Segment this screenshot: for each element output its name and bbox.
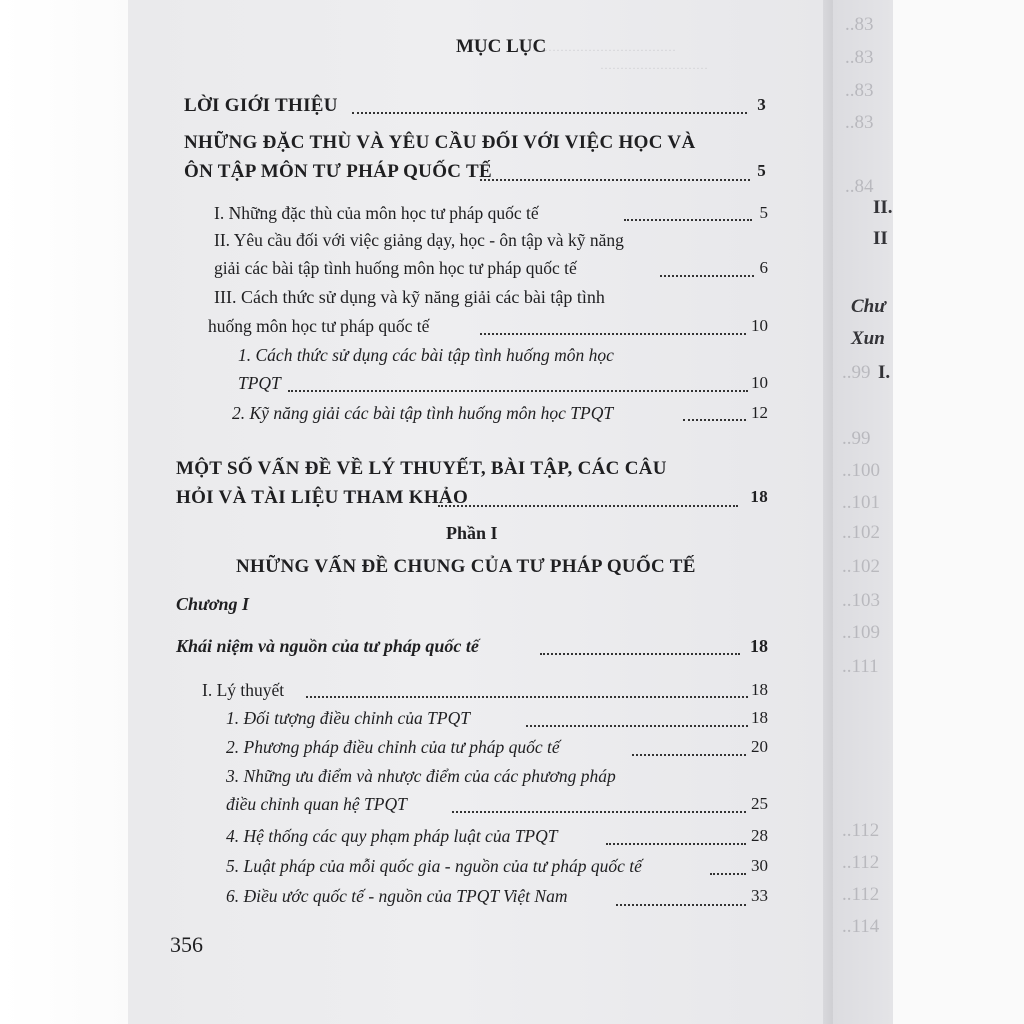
toc-entry-title: 1. Đối tượng điều chỉnh của TPQT (226, 708, 470, 728)
toc-entry-title-cont: điều chỉnh quan hệ TPQT (226, 794, 407, 814)
toc-leader-dots (452, 811, 746, 813)
toc-leader-dots (306, 696, 748, 698)
show-through-text: ……………………… (600, 58, 708, 72)
toc-entry-page: 5 (759, 203, 768, 222)
toc-entry-page: 10 (751, 316, 768, 335)
toc-leader-dots (616, 904, 746, 906)
facing-page-number: ..102 (842, 522, 880, 543)
toc-leader-dots (480, 333, 746, 335)
toc-entry-title-cont: TPQT (238, 373, 281, 393)
book-gutter (823, 0, 833, 1024)
facing-page-number: ..112 (842, 820, 880, 841)
toc-entry-page: 6 (759, 258, 768, 277)
toc-entry-page: 3 (757, 95, 766, 114)
toc-leader-dots (660, 275, 754, 277)
toc-leader-dots (526, 725, 748, 727)
chapter-label: Chương I (176, 594, 249, 614)
page-title: MỤC LỤC (456, 36, 547, 57)
toc-entry-title: 1. Cách thức sử dụng các bài tập tình huống môn học (238, 345, 614, 365)
toc-leader-dots (606, 843, 746, 845)
right-background (893, 0, 1024, 1024)
toc-entry-page: 18 (751, 680, 768, 699)
toc-entry-page: 18 (751, 708, 768, 727)
toc-entry-page: 30 (751, 856, 768, 875)
facing-page-number: ..84 (845, 176, 874, 197)
facing-page-number: ..83 (845, 80, 874, 101)
toc-entry-title: 2. Phương pháp điều chỉnh của tư pháp quốc tế (226, 737, 560, 757)
facing-page-number: ..112 (842, 884, 880, 905)
facing-page-number: ..112 (842, 852, 880, 873)
facing-page-number: ..100 (842, 460, 880, 481)
toc-entry-title: 4. Hệ thống các quy phạm pháp luật của TPQT (226, 826, 558, 846)
toc-leader-dots (683, 419, 746, 421)
facing-page-number: ..83 (845, 14, 874, 35)
facing-page-number: ..109 (842, 622, 880, 643)
show-through-text: ………………………………… (520, 40, 676, 54)
toc-entry-title: 3. Những ưu điểm và nhược điểm của các phương pháp (226, 766, 616, 786)
toc-leader-dots (438, 505, 738, 507)
toc-leader-dots (480, 179, 750, 181)
toc-entry-title: III. Cách thức sử dụng và kỹ năng giải các bài tập tình (214, 287, 605, 307)
toc-entry-title-cont: HỎI VÀ TÀI LIỆU THAM KHẢO (176, 487, 469, 508)
toc-leader-dots (710, 873, 746, 875)
facing-page-number: ..99 (842, 428, 871, 449)
toc-entry-title: 5. Luật pháp của mỗi quốc gia - nguồn của tư pháp quốc tế (226, 856, 642, 876)
facing-page-number: ..83 (845, 47, 874, 68)
toc-entry-page: 33 (751, 886, 768, 905)
toc-entry-title-cont: ÔN TẬP MÔN TƯ PHÁP QUỐC TẾ (184, 161, 492, 182)
toc-entry-title-cont: giải các bài tập tình huống môn học tư pháp quốc tế (214, 258, 577, 278)
toc-leader-dots (624, 219, 752, 221)
facing-page-number: ..103 (842, 590, 880, 611)
toc-entry-title: NHỮNG ĐẶC THÙ VÀ YÊU CẦU ĐỐI VỚI VIỆC HỌC VÀ (184, 132, 696, 153)
facing-page-chapter: Chư (851, 296, 886, 317)
toc-entry-page: 25 (751, 794, 768, 813)
toc-entry-title: 2. Kỹ năng giải các bài tập tình huống môn học TPQT (232, 403, 614, 423)
toc-entry-page: 18 (750, 487, 768, 506)
toc-entry-title: Khái niệm và nguồn của tư pháp quốc tế (176, 636, 479, 656)
toc-entry-page: 5 (757, 161, 766, 180)
toc-leader-dots (632, 754, 746, 756)
toc-entry-page: 28 (751, 826, 768, 845)
toc-entry-page: 20 (751, 737, 768, 756)
part-title: NHỮNG VẤN ĐỀ CHUNG CỦA TƯ PHÁP QUỐC TẾ (236, 556, 696, 577)
toc-entry-page: 18 (750, 636, 768, 656)
facing-page-roman: I. (878, 362, 891, 383)
toc-entry-title: I. Lý thuyết (202, 680, 285, 700)
page-number: 356 (170, 932, 203, 957)
toc-entry-title: MỘT SỐ VẤN ĐỀ VỀ LÝ THUYẾT, BÀI TẬP, CÁC CÂU (176, 458, 667, 479)
facing-page-number: ..101 (842, 492, 880, 513)
toc-entry-title: I. Những đặc thù của môn học tư pháp quốc tế (214, 203, 539, 223)
facing-page-roman: II (873, 228, 888, 249)
toc-entry-page: 10 (751, 373, 768, 392)
facing-page-chapter-title: Xun (851, 328, 885, 349)
facing-page-number: ..83 (845, 112, 874, 133)
toc-entry-page: 12 (751, 403, 768, 422)
toc-entry-title: 6. Điều ước quốc tế - nguồn của TPQT Việt Nam (226, 886, 568, 906)
facing-page-number: ..114 (842, 916, 880, 937)
facing-page-number: ..102 (842, 556, 880, 577)
toc-leader-dots (540, 653, 740, 655)
part-heading: Phần I (446, 523, 498, 543)
toc-entry-title: LỜI GIỚI THIỆU (184, 95, 338, 116)
toc-leader-dots (288, 390, 748, 392)
toc-leader-dots (352, 112, 747, 114)
toc-entry-title-cont: huống môn học tư pháp quốc tế (208, 316, 430, 336)
facing-page-number: ..111 (842, 656, 879, 677)
toc-entry-title: II. Yêu cầu đối với việc giảng dạy, học - ôn tập và kỹ năng (214, 230, 624, 250)
facing-page-roman: II. (873, 197, 893, 218)
facing-page-number: ..99 (842, 362, 871, 383)
left-white-margin (0, 0, 128, 1024)
